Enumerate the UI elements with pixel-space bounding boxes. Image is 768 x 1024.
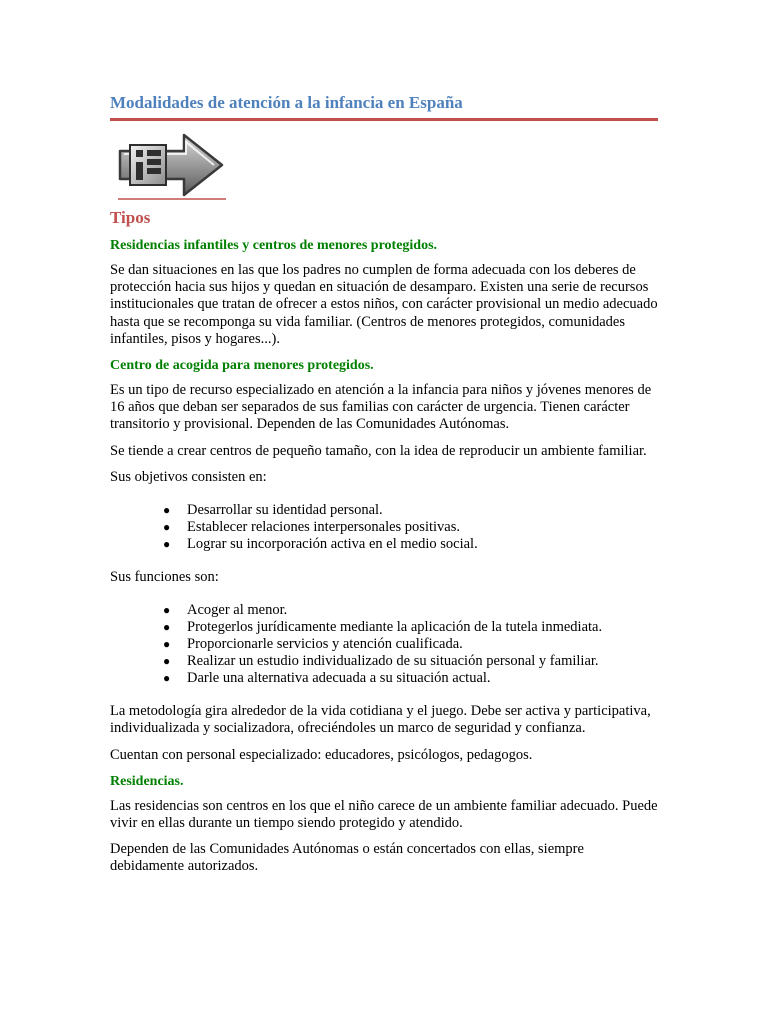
paragraph: Se tiende a crear centros de pequeño tamaño, con la idea de reproducir un ambiente familiar. bbox=[110, 442, 647, 459]
title-rule bbox=[110, 118, 658, 121]
list-item-text: Lograr su incorporación activa en el medio social. bbox=[187, 536, 478, 553]
document-page bbox=[110, 92, 658, 885]
list-item-text: Realizar un estudio individualizado de su situación personal y familiar. bbox=[187, 653, 599, 670]
bullet-list bbox=[110, 502, 658, 553]
list-item-text: Proporcionarle servicios y atención cualificada. bbox=[187, 636, 463, 653]
page-title: Modalidades de atención a la infancia en España bbox=[110, 93, 463, 112]
bullet-icon: ● bbox=[163, 520, 171, 535]
bullet-icon: ● bbox=[163, 671, 171, 686]
paragraph: Cuentan con personal especializado: educadores, psicólogos, pedagogos. bbox=[110, 746, 533, 763]
list-item bbox=[110, 670, 658, 687]
subheading: Residencias. bbox=[110, 773, 184, 789]
bullet-icon: ● bbox=[163, 620, 171, 635]
bullet-icon: ● bbox=[163, 654, 171, 669]
list-item bbox=[110, 536, 658, 553]
bullet-list bbox=[110, 602, 658, 687]
list-item-text: Darle una alternativa adecuada a su situación actual. bbox=[187, 670, 491, 687]
list-item bbox=[110, 619, 658, 636]
bullet-icon: ● bbox=[163, 537, 171, 552]
paragraph: Las residencias son centros en los que el niño carece de un ambiente familiar adecuado. Puede vivir en ellas durante un tiempo siendo protegido y atendido. bbox=[110, 797, 658, 832]
list-item bbox=[110, 636, 658, 653]
document-body bbox=[110, 237, 658, 876]
paragraph: La metodología gira alrededor de la vida cotidiana y el juego. Debe ser activa y participativa, individualizada y socializadora, ofreciéndoles un marco de seguridad y confianza. bbox=[110, 703, 651, 737]
bullet-icon: ● bbox=[163, 637, 171, 652]
list-item-text: Acoger al menor. bbox=[187, 602, 288, 619]
list-item bbox=[110, 653, 658, 670]
paragraph: Sus funciones son: bbox=[110, 569, 219, 586]
bullet-icon: ● bbox=[163, 603, 171, 618]
list-item bbox=[110, 519, 658, 536]
arrow-right-icon bbox=[110, 125, 228, 201]
list-item-text: Desarrollar su identidad personal. bbox=[187, 502, 383, 519]
paragraph: Sus objetivos consisten en: bbox=[110, 468, 267, 485]
subheading: Residencias infantiles y centros de menores protegidos. bbox=[110, 238, 438, 253]
bullet-icon: ● bbox=[163, 503, 171, 518]
list-item-text: Protegerlos jurídicamente mediante la aplicación de la tutela inmediata. bbox=[187, 619, 603, 636]
list-item bbox=[110, 502, 658, 519]
list-item-text: Establecer relaciones interpersonales positivas. bbox=[187, 519, 460, 536]
paragraph: Es un tipo de recurso especializado en atención a la infancia para niños y jóvenes menores de 16 años que deban ser separados de sus familias con carácter de urgencia. Tienen carácter transitorio y provisional. Dependen de las Comunidades Autónomas. bbox=[110, 382, 652, 433]
paragraph: Dependen de las Comunidades Autónomas o están concertados con ellas, siempre debidamente autorizados. bbox=[110, 841, 584, 875]
paragraph: Se dan situaciones en las que los padres no cumplen de forma adecuada con los deberes de protección hacia sus hijos y quedan en situación de desamparo. Existen una serie de recursos institucionales que tratan de ofrecer a estos niños, con carácter provisional un medio adecuado hasta que se recomponga su vida familiar. (Centros de menores protegidos, comunidades infantiles, pisos y hogares...). bbox=[110, 262, 658, 347]
section-heading: Tipos bbox=[110, 208, 151, 227]
subheading: Centro de acogida para menores protegidos. bbox=[110, 358, 374, 374]
list-item bbox=[110, 602, 658, 619]
